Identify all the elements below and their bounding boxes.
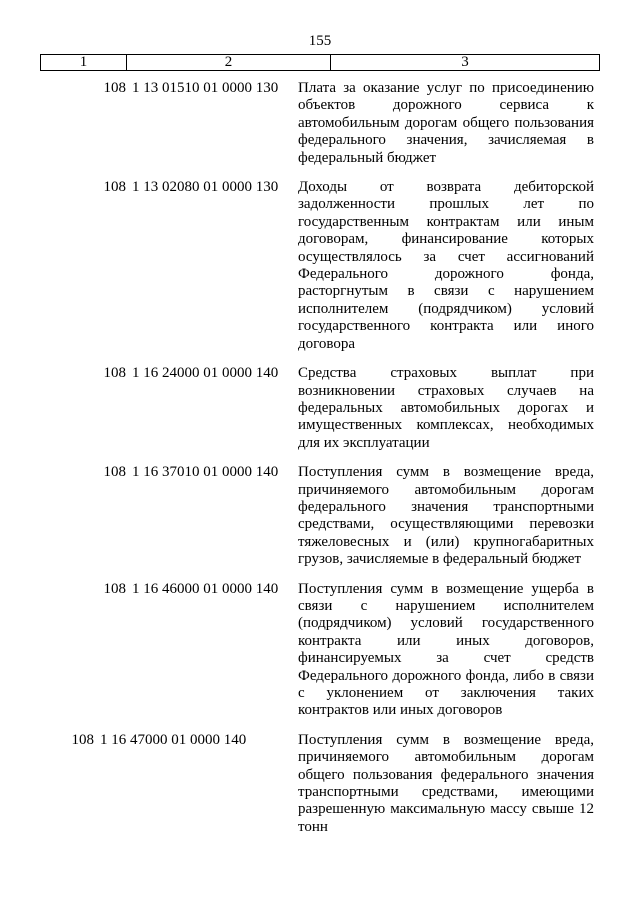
revenue-name-cell: Поступления сумм в возмещение вреда, причиняемого автомобильным дорогам общего пользования федерального значения транспортными средствами, имеющими разрешенную максимальную массу свыше 12 тонн: [298, 731, 594, 835]
table-row: [0, 732, 640, 836]
revenue-name-cell: Поступления сумм в возмещение вреда, причиняемого автомобильным дорогам федерального значения транспортными средствами, осуществляющими перевозки тяжеловесных и (или) крупногабаритных грузов, зачисляемые в федеральный бюджет: [298, 464, 594, 568]
admin-code-cell: 108: [103, 80, 126, 96]
admin-code-cell: 108: [103, 580, 126, 597]
table-body: [0, 80, 640, 848]
page-number: 155: [308, 33, 332, 49]
budget-code-cell: 1 13 01510 01 0000 130: [132, 80, 279, 96]
table-row: [0, 80, 640, 167]
admin-code-cell: 108: [103, 365, 126, 382]
revenue-name-cell: Поступления сумм в возмещение ущерба в связи с нарушением исполнителем (подрядчиком) условий государственного контракта или иных договоров, финансируемых за счет средств Федерального дорожного фонда, либо в связи с уклонением от заключения таких контрактов или иных договоров: [298, 580, 594, 719]
column-header-1: 1: [41, 55, 127, 70]
table-header-row: [40, 54, 600, 71]
table-row: [0, 581, 640, 720]
budget-code-cell: 1 13 02080 01 0000 130: [132, 179, 279, 196]
column-header-3: 3: [461, 54, 469, 70]
budget-code-cell: 1 16 46000 01 0000 140: [132, 580, 279, 597]
revenue-name-cell: Средства страховых выплат при возникновении страховых случаев на федеральных автомобильных дорогах и имущественных комплексах, необходимых для их эксплуатации: [298, 365, 594, 451]
table-row: [0, 365, 640, 452]
table-row: [0, 179, 640, 353]
revenue-name-cell: Доходы от возврата дебиторской задолженности прошлых лет по государственным контрактам или иным договорам, финансирование которых осуществлялось за счет ассигнований Федерального дорожного фонда, расторгнутым в связи с нарушением исполнителем (подрядчиком) условий государственного контракта или иного договора: [298, 179, 594, 352]
revenue-name-cell: Плата за оказание услуг по присоединению объектов дорожного сервиса к автомобильным дорогам общего пользования федерального значения, зачисляемая в федеральный бюджет: [298, 80, 594, 166]
admin-code-cell: 108: [103, 179, 126, 196]
admin-code-cell: 108: [71, 731, 94, 748]
admin-code-cell: 108: [103, 464, 126, 481]
budget-code-cell: 1 16 37010 01 0000 140: [132, 464, 279, 481]
budget-code-cell: 1 16 24000 01 0000 140: [132, 365, 279, 382]
budget-code-cell: 1 16 47000 01 0000 140: [100, 731, 247, 748]
column-header-2: 2: [127, 55, 331, 70]
table-row: [0, 464, 640, 568]
